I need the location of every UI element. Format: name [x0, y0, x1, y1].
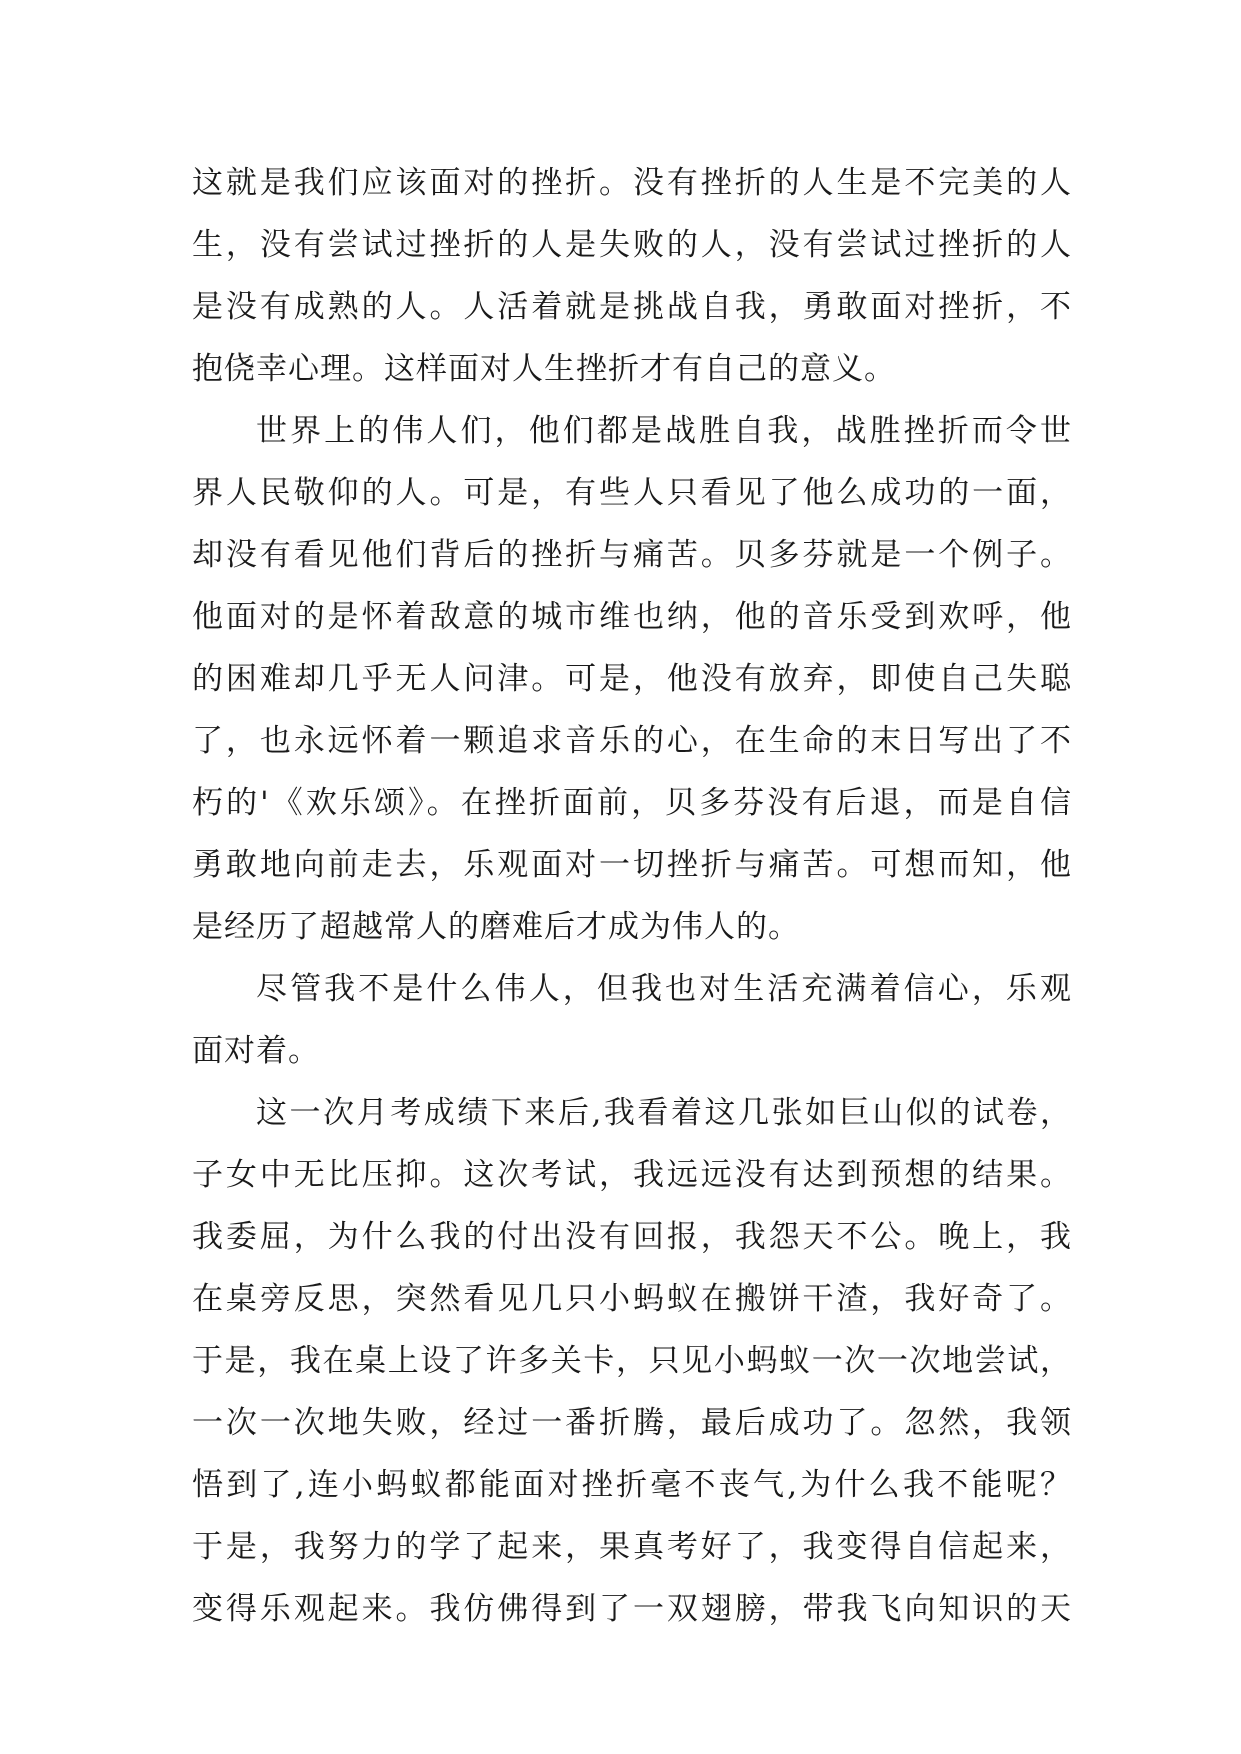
text-line: 了，也永远怀着一颗追求音乐的心，在生命的末日写出了不 [192, 723, 1072, 759]
text-line: 在桌旁反思，突然看见几只小蚂蚁在搬饼干渣，我好奇了。 [192, 1281, 1072, 1317]
text-line: 子女中无比压抑。这次考试，我远远没有达到预想的结果。 [192, 1157, 1072, 1193]
text-line: 是经历了超越常人的磨难后才成为伟人的。 [192, 909, 800, 945]
text-line: 却没有看见他们背后的挫折与痛苦。贝多芬就是一个例子。 [192, 537, 1072, 573]
text-line: 生，没有尝试过挫折的人是失败的人，没有尝试过挫折的人 [192, 227, 1072, 263]
text-line: 于是，我在桌上设了许多关卡，只见小蚂蚁一次一次地尝试， [192, 1343, 1072, 1379]
text-line: 这一次月考成绩下来后,我看着这几张如巨山似的试卷， [256, 1095, 1072, 1131]
text-line: 抱侥幸心理。这样面对人生挫折才有自己的意义。 [192, 351, 896, 387]
text-line: 一次一次地失败，经过一番折腾，最后成功了。忽然，我领 [192, 1405, 1072, 1441]
body-text [192, 152, 1072, 1640]
text-line: 勇敢地向前走去，乐观面对一切挫折与痛苦。可想而知，他 [192, 847, 1072, 883]
text-line: 界人民敬仰的人。可是，有些人只看见了他么成功的一面， [192, 475, 1072, 511]
text-line: 于是，我努力的学了起来，果真考好了，我变得自信起来， [192, 1529, 1072, 1565]
text-line: 这就是我们应该面对的挫折。没有挫折的人生是不完美的人 [192, 165, 1072, 201]
text-line: 他面对的是怀着敌意的城市维也纳，他的音乐受到欢呼，他 [192, 599, 1072, 635]
text-line: 尽管我不是什么伟人，但我也对生活充满着信心，乐观 [256, 971, 1072, 1007]
text-line: 朽的'《欢乐颂》。在挫折面前，贝多芬没有后退，而是自信 [192, 785, 1072, 821]
text-line: 的困难却几乎无人问津。可是，他没有放弃，即使自己失聪 [192, 661, 1072, 697]
text-line: 是没有成熟的人。人活着就是挑战自我，勇敢面对挫折，不 [192, 289, 1072, 325]
text-line: 悟到了,连小蚂蚁都能面对挫折毫不丧气,为什么我不能呢？ [192, 1467, 1072, 1503]
text-line: 世界上的伟人们，他们都是战胜自我，战胜挫折而令世 [256, 413, 1072, 449]
text-line: 面对着。 [192, 1033, 320, 1069]
text-line: 变得乐观起来。我仿佛得到了一双翅膀，带我飞向知识的天 [192, 1591, 1072, 1627]
text-line: 我委屈，为什么我的付出没有回报，我怨天不公。晚上，我 [192, 1219, 1072, 1255]
